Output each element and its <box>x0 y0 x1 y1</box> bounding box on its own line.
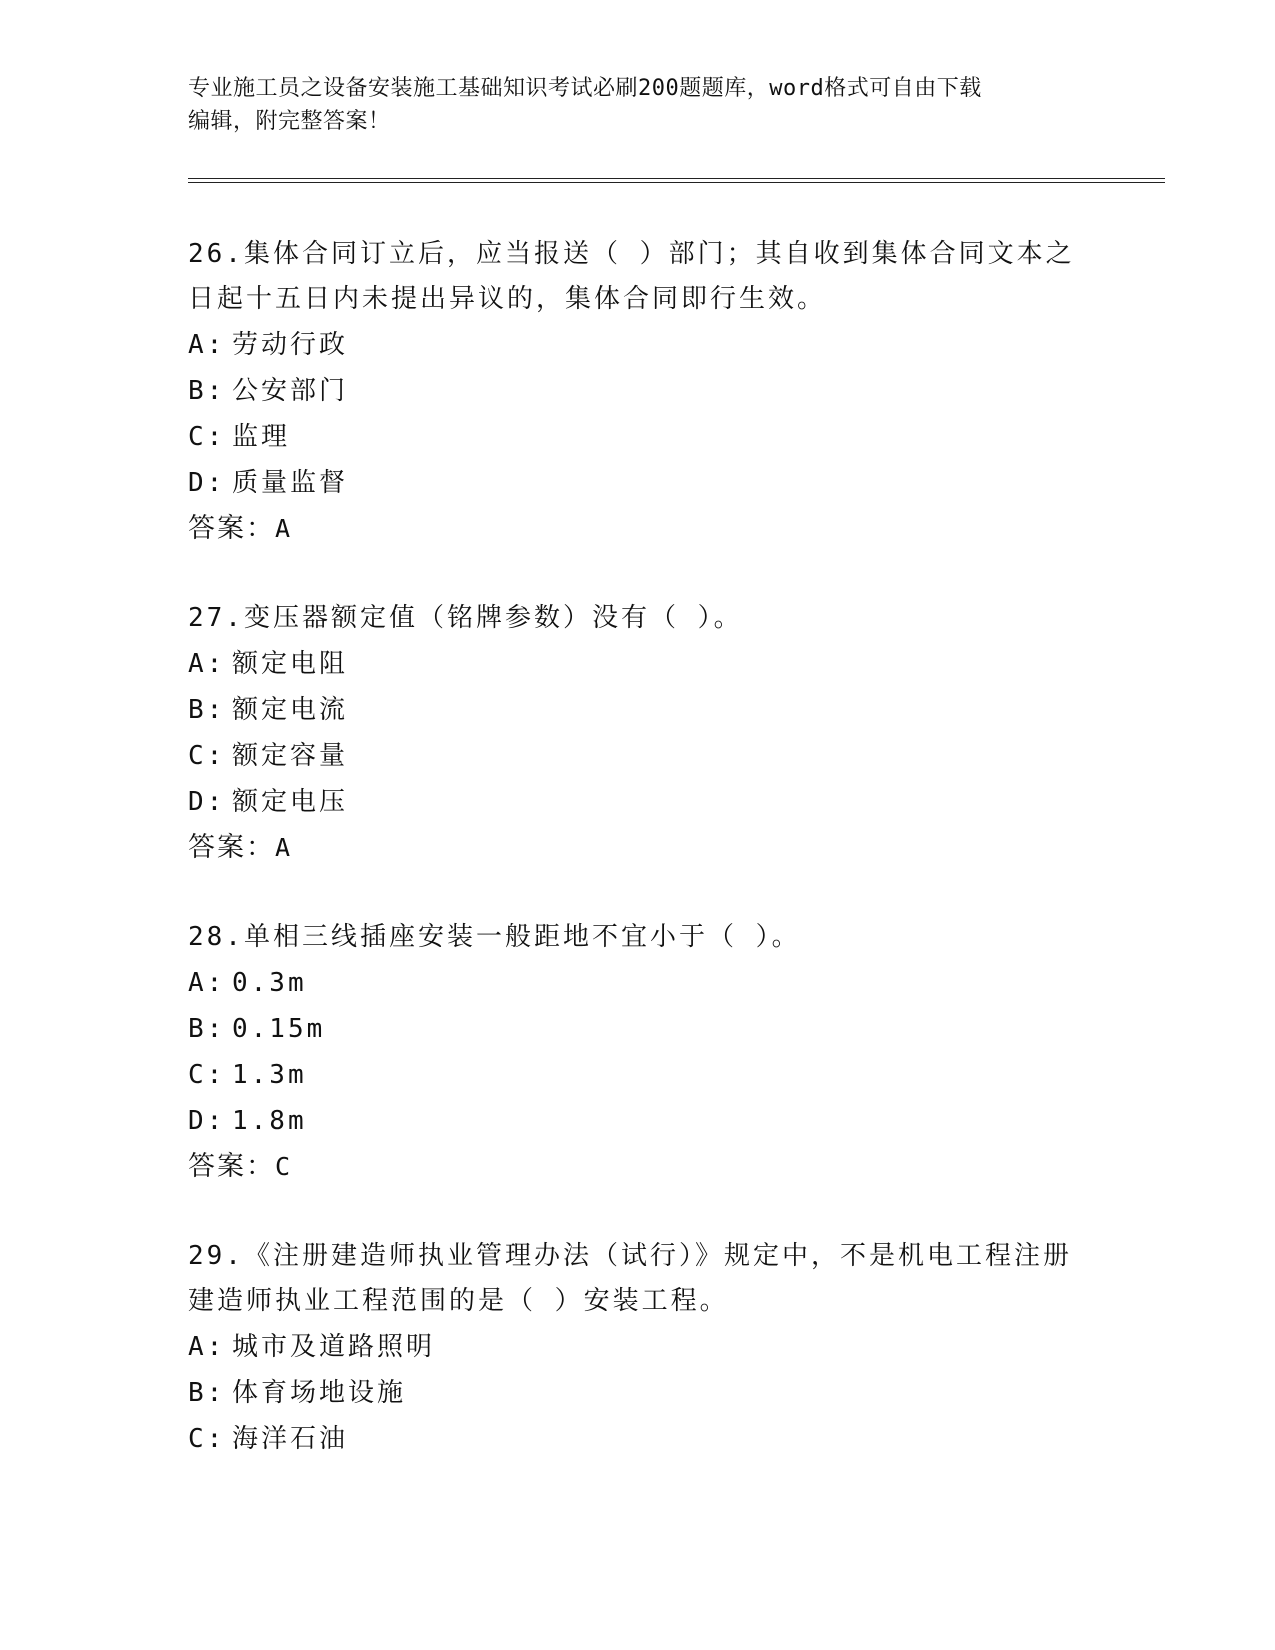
answer <box>188 1144 1088 1190</box>
answer-label: 答案： <box>188 513 275 544</box>
header-divider <box>188 178 1165 183</box>
option-d <box>188 1098 1088 1144</box>
option-b <box>188 368 1088 414</box>
option-letter: C: <box>188 1424 226 1454</box>
option-text: 体育场地设施 <box>232 1378 407 1408</box>
option-letter: B: <box>188 376 226 406</box>
option-letter: B: <box>188 695 226 725</box>
option-letter: D: <box>188 468 226 498</box>
question-stem <box>188 915 1088 960</box>
question-stem-line-2: 日起十五日内未提出异议的，集体合同即行生效。 <box>188 284 827 314</box>
option-letter: C: <box>188 1060 226 1090</box>
option-text: 0.3m <box>232 968 307 998</box>
question-list <box>188 232 1088 1506</box>
option-a <box>188 960 1088 1006</box>
question-stem-line-1: 26.集体合同订立后，应当报送（ ）部门；其自收到集体合同文本之 <box>188 239 1075 269</box>
option-d <box>188 779 1088 825</box>
option-letter: B: <box>188 1378 226 1408</box>
option-c <box>188 414 1088 460</box>
option-text: 城市及道路照明 <box>232 1332 436 1362</box>
question-27 <box>188 596 1088 871</box>
option-letter: A: <box>188 330 226 360</box>
option-c <box>188 733 1088 779</box>
option-text: 公安部门 <box>232 376 349 406</box>
question-29 <box>188 1234 1088 1462</box>
question-stem-line-1: 29.《注册建造师执业管理办法（试行）》规定中，不是机电工程注册 <box>188 1241 1072 1271</box>
question-26 <box>188 232 1088 552</box>
option-letter: C: <box>188 741 226 771</box>
option-text: 额定电压 <box>232 787 349 817</box>
answer-value: A <box>275 514 293 543</box>
option-letter: A: <box>188 968 226 998</box>
option-c <box>188 1052 1088 1098</box>
option-a <box>188 1324 1088 1370</box>
option-b <box>188 1006 1088 1052</box>
answer-value: A <box>275 833 293 862</box>
option-b <box>188 687 1088 733</box>
option-letter: A: <box>188 1332 226 1362</box>
option-letter: B: <box>188 1014 226 1044</box>
option-letter: D: <box>188 1106 226 1136</box>
question-stem-line-1: 28.单相三线插座安装一般距地不宜小于（ ）。 <box>188 922 801 952</box>
question-stem <box>188 232 1088 322</box>
header-line-2: 编辑，附完整答案！ <box>188 109 391 134</box>
option-letter: D: <box>188 787 226 817</box>
option-text: 监理 <box>232 422 291 452</box>
answer-label: 答案： <box>188 832 275 863</box>
option-d <box>188 460 1088 506</box>
option-text: 额定电流 <box>232 695 349 725</box>
option-b <box>188 1370 1088 1416</box>
question-stem <box>188 596 1088 641</box>
header-line-1: 专业施工员之设备安装施工基础知识考试必刷200题题库，word格式可自由下载 <box>188 76 982 101</box>
answer-label: 答案： <box>188 1151 275 1182</box>
answer-value: C <box>275 1152 293 1181</box>
question-stem-line-1: 27.变压器额定值（铭牌参数）没有（ ）。 <box>188 603 743 633</box>
option-text: 劳动行政 <box>232 330 349 360</box>
option-text: 海洋石油 <box>232 1424 349 1454</box>
question-stem <box>188 1234 1088 1324</box>
option-c <box>188 1416 1088 1462</box>
option-text: 额定容量 <box>232 741 349 771</box>
option-a <box>188 322 1088 368</box>
option-letter: A: <box>188 649 226 679</box>
option-text: 0.15m <box>232 1014 326 1044</box>
option-text: 额定电阻 <box>232 649 349 679</box>
option-text: 1.8m <box>232 1106 307 1136</box>
answer <box>188 825 1088 871</box>
option-text: 质量监督 <box>232 468 349 498</box>
question-stem-line-2: 建造师执业工程范围的是（ ）安装工程。 <box>188 1286 729 1316</box>
document-header <box>188 72 1088 138</box>
option-letter: C: <box>188 422 226 452</box>
answer <box>188 506 1088 552</box>
option-a <box>188 641 1088 687</box>
question-28 <box>188 915 1088 1190</box>
option-text: 1.3m <box>232 1060 307 1090</box>
